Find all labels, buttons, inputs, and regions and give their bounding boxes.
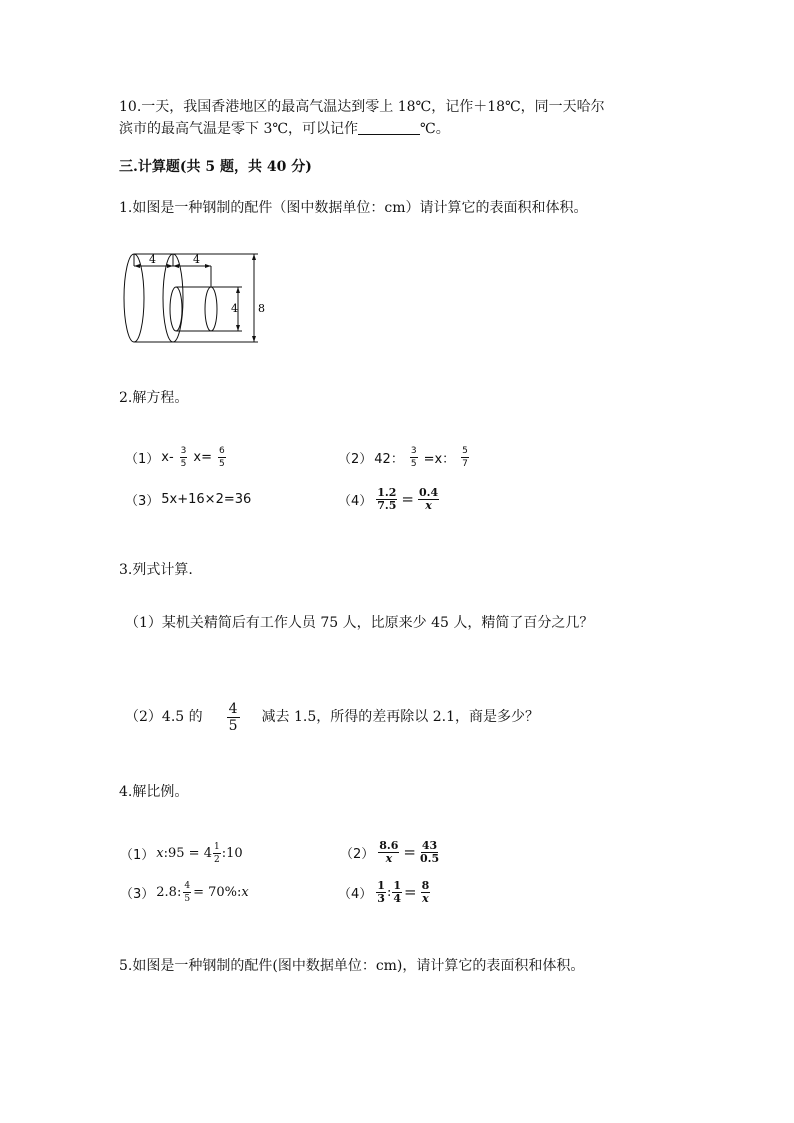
- question-2-start: （2）4.5 的: [125, 709, 203, 725]
- fraction: [421, 880, 431, 905]
- numerator: 1.2: [377, 485, 397, 499]
- eq-index: （2）: [340, 846, 375, 862]
- dim-right-length: 4: [193, 253, 200, 266]
- eq-term: 5x+16×2=36: [161, 491, 252, 507]
- denominator: 5: [410, 458, 417, 469]
- numerator: 4: [228, 700, 238, 717]
- denominator: 4: [393, 891, 401, 905]
- eq-term: :95 = 4: [163, 845, 212, 861]
- denominator: 7: [462, 458, 468, 469]
- dim-outer-diameter: 8: [258, 302, 265, 315]
- eq-index: （2）: [338, 451, 373, 467]
- fraction: [183, 880, 191, 905]
- numerator: 1: [393, 878, 401, 892]
- dim-left-length: 4: [149, 253, 156, 266]
- equation-1: [125, 443, 232, 471]
- proportion-3: [120, 878, 249, 906]
- problem-3-question-2: [125, 697, 539, 737]
- numerator: 8: [421, 878, 430, 892]
- numerator: 0.4: [419, 485, 439, 499]
- equation-2: [338, 443, 475, 471]
- denominator: 7.5: [377, 498, 397, 512]
- numerator: 3: [180, 445, 187, 456]
- q10-line-2-unit: ℃。: [420, 121, 450, 137]
- denominator: 3: [377, 891, 385, 905]
- steel-part-diagram: [118, 246, 278, 352]
- problem-3-question-1: （1）某机关精简后有工作人员 75 人，比原来少 45 人，精简了百分之几？: [125, 615, 594, 631]
- fraction: [420, 840, 439, 865]
- denominator: x: [385, 851, 393, 865]
- dim-inner-diameter: 4: [231, 302, 238, 315]
- denominator: 5: [180, 458, 187, 469]
- problem-2-title: 2.解方程。: [119, 390, 189, 406]
- eq-var: x: [156, 845, 164, 861]
- eq-term: x-: [161, 449, 174, 465]
- denominator: 0.5: [420, 851, 440, 865]
- denominator: 2: [213, 854, 220, 865]
- numerator: 43: [421, 838, 438, 852]
- eq-index: （4）: [338, 886, 373, 902]
- numerator: 5: [462, 445, 468, 456]
- equation-3: [125, 489, 251, 509]
- problem-3-title: 3.列式计算.: [119, 562, 193, 578]
- denominator: x: [422, 891, 429, 905]
- fraction: [376, 487, 397, 512]
- proportion-4: [338, 874, 434, 910]
- eq-term: x=: [193, 449, 212, 465]
- outer-cylinder-left-face: [124, 254, 144, 342]
- q10-line-2: [119, 119, 450, 139]
- numerator: 1: [377, 878, 385, 892]
- answer-blank: [358, 120, 420, 135]
- eq-term: :10: [221, 845, 243, 861]
- proportion-2: [340, 834, 443, 870]
- section-title: 三.计算题(共 5 题，共 40 分): [119, 159, 312, 175]
- eq-index: （1）: [120, 847, 155, 863]
- denominator: 5: [228, 717, 238, 734]
- eq-term: =x：: [423, 451, 456, 467]
- colon: :: [386, 884, 392, 900]
- fraction: [392, 880, 402, 905]
- numerator: 6: [219, 445, 225, 456]
- denominator: 5: [184, 893, 191, 904]
- eq-term: = 70%:: [193, 884, 242, 900]
- equation-4: [338, 482, 443, 516]
- eq-var: x: [241, 884, 249, 900]
- fraction: [218, 445, 226, 470]
- problem-1-text: 1.如图是一种钢制的配件（图中数据单位：cm）请计算它的表面积和体积。: [119, 200, 588, 216]
- question-2-end: 减去 1.5，所得的差再除以 2.1，商是多少？: [261, 709, 539, 725]
- q10-line-1: 10.一天，我国香港地区的最高气温达到零上 18℃，记作＋18℃，同一天哈尔: [119, 99, 605, 115]
- eq-index: （3）: [120, 886, 155, 902]
- fraction: [418, 487, 439, 512]
- q10-line-2-text: 滨市的最高气温是零下 3℃，可以记作: [119, 121, 359, 137]
- numerator: 1: [213, 841, 220, 852]
- inner-cylinder-left-face: [170, 287, 182, 331]
- eq-term: 2.8:: [156, 884, 182, 900]
- fraction: [376, 880, 386, 905]
- eq-index: （4）: [338, 493, 373, 509]
- numerator: 4: [184, 880, 191, 891]
- fraction: [461, 445, 469, 470]
- eq-term: 42：: [374, 451, 404, 467]
- problem-5-text: 5.如图是一种钢制的配件(图中数据单位：cm)，请计算它的表面积和体积。: [119, 958, 585, 974]
- equals-sign: =: [403, 883, 417, 901]
- numerator: 8.6: [379, 838, 399, 852]
- fraction: [410, 445, 418, 470]
- eq-index: （1）: [125, 451, 160, 467]
- equals-sign: =: [401, 490, 414, 508]
- inner-cylinder-right-face: [205, 287, 217, 331]
- fraction: [180, 445, 188, 470]
- eq-index: （3）: [125, 493, 160, 509]
- problem-4-title: 4.解比例。: [119, 784, 189, 800]
- fraction: [378, 840, 399, 865]
- numerator: 3: [410, 445, 417, 456]
- proportion-1: [120, 839, 243, 867]
- denominator: x: [425, 498, 432, 512]
- denominator: 5: [219, 458, 225, 469]
- fraction: [227, 701, 240, 734]
- fraction: [213, 841, 221, 866]
- equals-sign: =: [403, 843, 416, 861]
